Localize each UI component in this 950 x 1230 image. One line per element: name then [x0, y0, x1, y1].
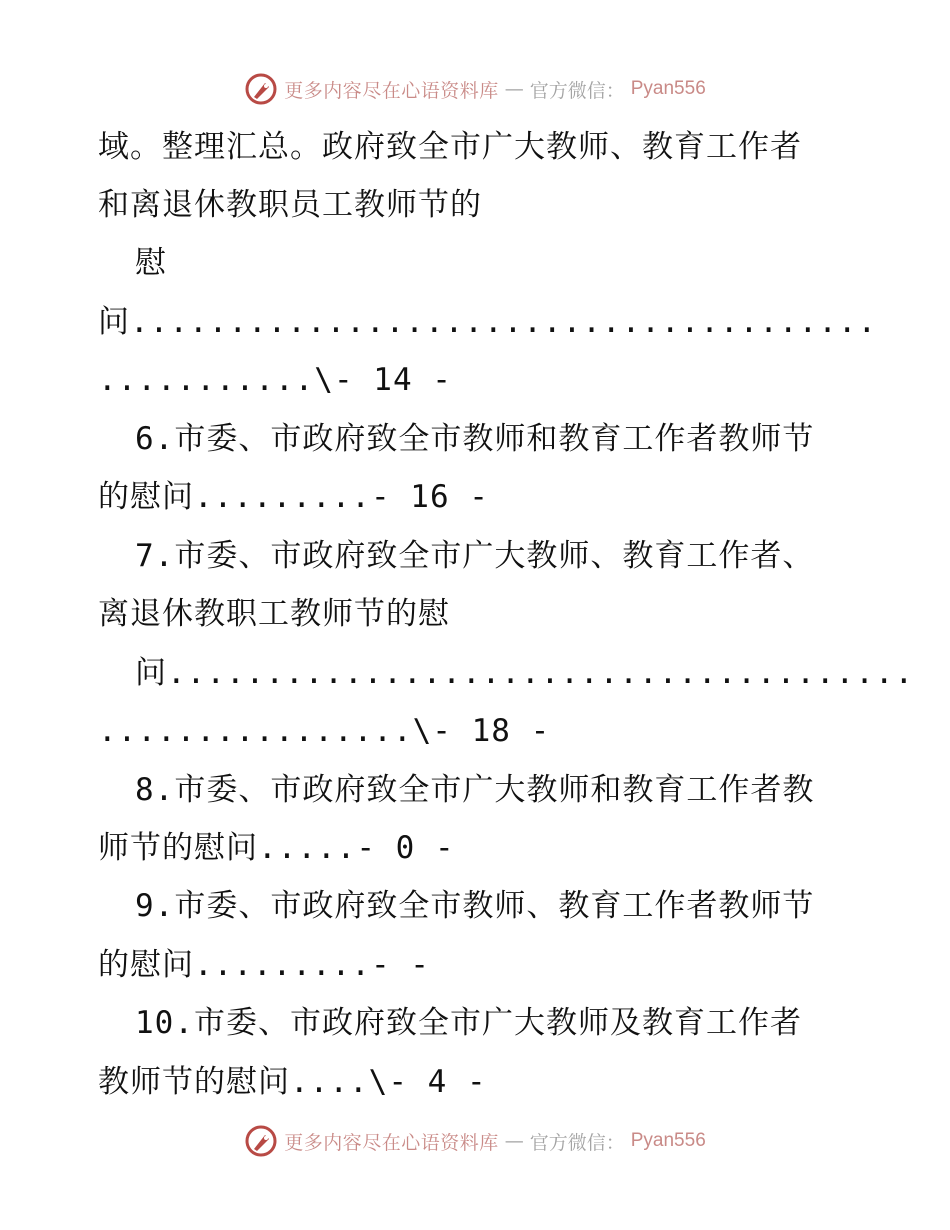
watermark-text: 更多内容尽在心语资料库 [284, 1131, 499, 1154]
toc-entry: 10.市委、市政府致全市广大教师及教育工作者 [135, 1005, 802, 1041]
toc-entry-continuation: 师节的慰问.....- 0 - [98, 830, 455, 866]
toc-entry-continuation: 教师节的慰问....\- 4 - [98, 1064, 487, 1100]
pen-nib-logo-icon [244, 72, 278, 106]
toc-entry-continuation: 离退休教职工教师节的慰 [98, 596, 450, 632]
toc-entry: 8.市委、市政府致全市广大教师和教育工作者教 [135, 772, 815, 808]
watermark-text: 更多内容尽在心语资料库 [284, 79, 499, 102]
watermark-wechat-id: Pyan556 [630, 1130, 706, 1151]
toc-page-number-line: ...........\- 14 - [98, 362, 452, 398]
toc-page-number-line: ................\- 18 - [98, 713, 551, 749]
toc-entry-continuation: 的慰问.........- 16 - [98, 479, 489, 515]
watermark-wechat-label: 官方微信： [529, 1131, 625, 1154]
toc-entry: 9.市委、市政府致全市教师、教育工作者教师节 [135, 888, 815, 924]
watermark-separator: — [504, 78, 524, 100]
toc-entry-continuation: 的慰问.........- - [98, 947, 430, 983]
toc-entry: 7.市委、市政府致全市广大教师、教育工作者、 [135, 538, 815, 574]
footer-watermark [0, 1124, 950, 1158]
text-line: 和离退休教职员工教师节的 [98, 187, 482, 223]
toc-entry: 6.市委、市政府致全市教师和教育工作者教师节 [135, 421, 815, 457]
text-line: 慰 [135, 245, 167, 281]
pen-nib-logo-icon [244, 1124, 278, 1158]
header-watermark [0, 72, 950, 106]
toc-leader-line: 问...................................... [135, 655, 915, 691]
watermark-wechat-label: 官方微信： [529, 79, 625, 102]
watermark-wechat-id: Pyan556 [630, 78, 706, 99]
text-line: 域。整理汇总。政府致全市广大教师、教育工作者 [98, 129, 802, 165]
toc-leader-line: 问...................................... [98, 304, 878, 340]
watermark-separator: — [504, 1130, 524, 1152]
